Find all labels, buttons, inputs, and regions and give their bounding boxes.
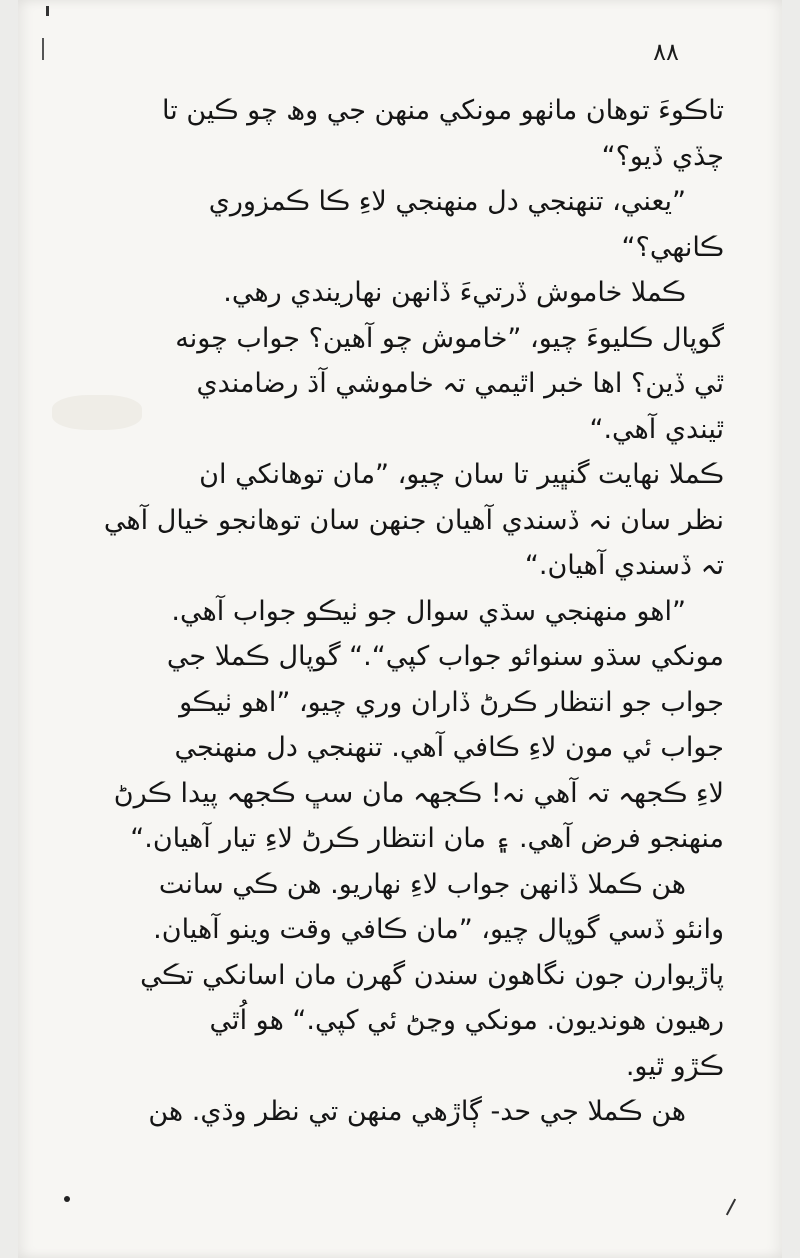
- ink-mark: [46, 6, 49, 16]
- text-line: هن ڪملا جي حد- ڳاڙهي منهن تي نظر وڌي. هن: [148, 1096, 686, 1127]
- text-line: ”اهو منهنجي سڌي سوال جو ٺيڪو جواب آهي.: [171, 595, 686, 627]
- text-line: ”يعني، تنهنجي دل منهنجي لاءِ ڪا ڪمزوري: [208, 186, 686, 217]
- text-line: ڪڙو ٿيو.: [625, 1050, 724, 1082]
- body-text: [76, 88, 724, 1135]
- text-line: هن ڪملا ڏانهن جواب لاءِ نهاريو. هن ڪي سانت: [158, 868, 686, 900]
- text-line: گوپال ڪليوءَ چيو، ”خاموش چو آهين؟ جواب چونه: [175, 322, 724, 354]
- page-number: ٨٨: [653, 38, 679, 66]
- ink-mark: [42, 38, 44, 60]
- text-line: ٿي ڏين؟ اها خبر اٿيمي تہ خاموشي آڌ رضامندي: [196, 368, 724, 399]
- text-line: لاءِ ڪجهہ تہ آهي نہ! ڪجهہ مان سڀ ڪجهہ پيدا ڪرڻ: [113, 777, 724, 809]
- ink-dot: [64, 1196, 70, 1202]
- text-line: مونکي سڌو سنوائو جواب کپي“.“ گوپال ڪملا جي: [166, 641, 724, 672]
- text-line: ڪملا خاموش ڏرتيءَ ڏانهن نهاريندي رهي.: [223, 277, 686, 308]
- text-line: چڏي ڏيو؟“: [601, 140, 724, 172]
- text-line: ٿيندي آهي.“: [589, 413, 724, 445]
- text-line: منهنجو فرض آهي. ۽ مان انتظار ڪرڻ لاءِ تيار آهيان.“: [130, 823, 724, 854]
- text-line: ڪانهي؟“: [621, 231, 724, 263]
- text-line: تاڪوءَ توهان ماٺهو مونکي منهن جي وھ چو ڪين تا: [162, 95, 724, 126]
- text-line: جواب جو انتظار ڪرڻ ڏاران وري چيو، ”اهو ٺيڪو: [179, 686, 724, 718]
- text-line: پاڙيوارن جون نگاهون سندن گهرن مان اسانکي تڪي: [140, 959, 724, 991]
- book-page: [18, 0, 782, 1258]
- text-line: جواب ئي مون لاءِ ڪافي آهي. تنهنجي دل منهنجي: [174, 732, 724, 763]
- text-line: وانئو ڏسي گوپال چيو، ”مان ڪافي وقت وينو آهيان.: [153, 914, 724, 945]
- text-line: تہ ڏسندي آهيان.“: [524, 550, 724, 581]
- text-line: نظر سان نہ ڏسندي آهيان جنهن سان توهانجو خيال آهي: [103, 504, 724, 536]
- text-line: رهيون هونديون. مونکي وڃڻ ئي کپي.“ هو اُٿي: [209, 1005, 724, 1036]
- text-line: ڪملا نهايت گنڀير تا سان چيو، ”مان توهانکي ان: [199, 459, 724, 490]
